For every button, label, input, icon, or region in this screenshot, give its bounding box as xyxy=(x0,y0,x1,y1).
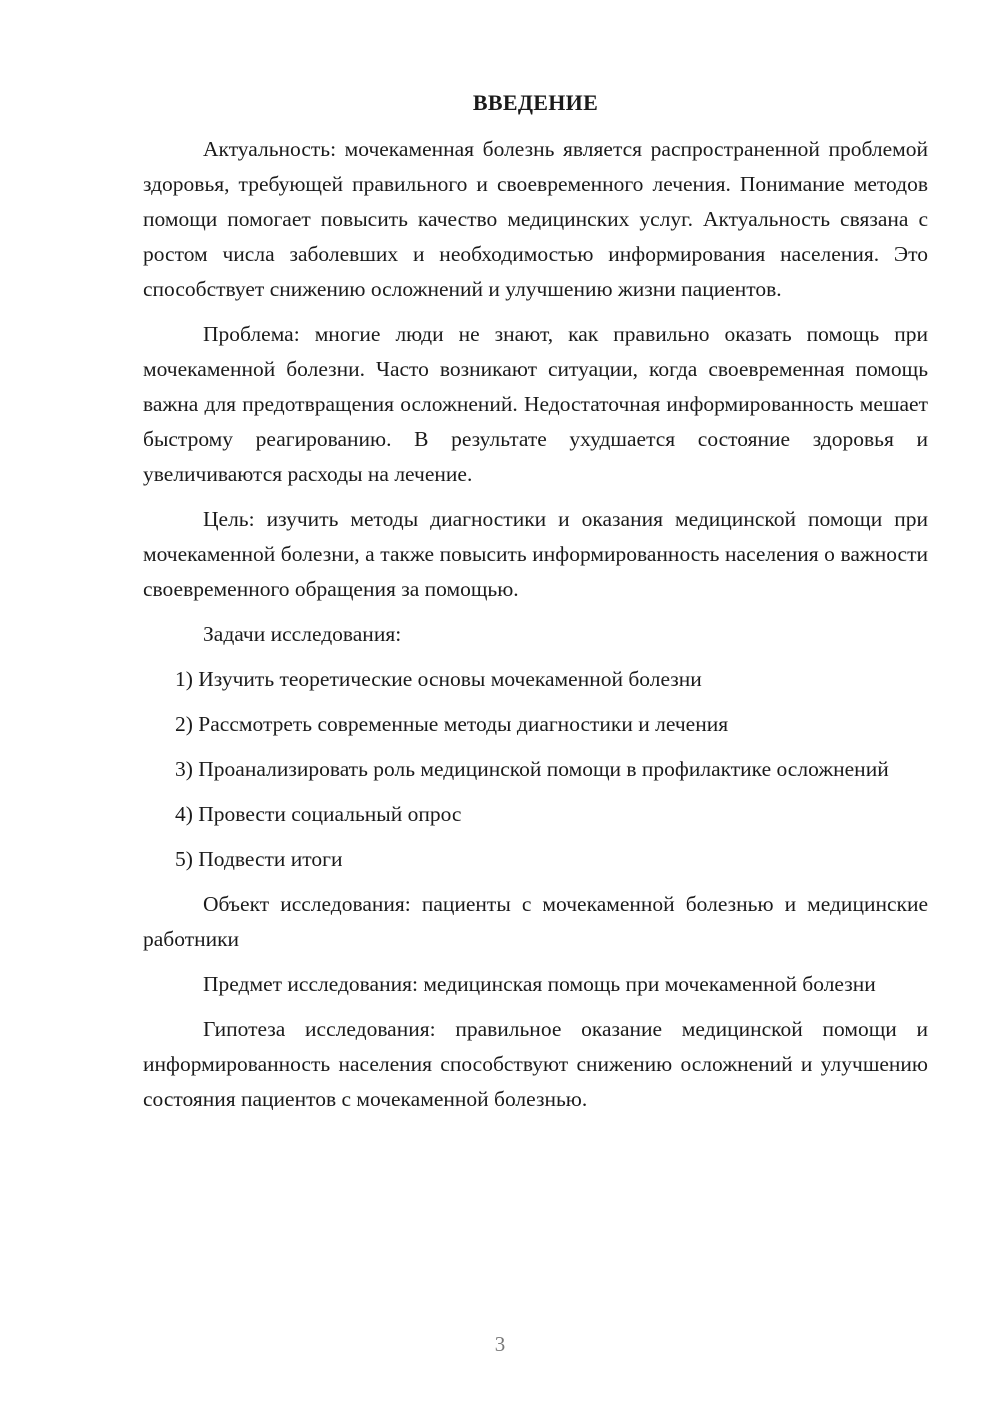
task-item-3: 3) Проанализировать роль медицинской помощи в профилактике осложнений xyxy=(175,757,889,781)
hypothesis-paragraph: Гипотеза исследования: правильное оказание медицинской помощи и информированность населения способствуют снижению осложнений и улучшению состояния пациентов с мочекаменной болезнью. xyxy=(143,1017,928,1111)
task-item-4: 4) Провести социальный опрос xyxy=(175,802,462,826)
tasks-list xyxy=(143,662,928,877)
task-item-1: 1) Изучить теоретические основы мочекаменной болезни xyxy=(175,667,702,691)
document-page xyxy=(143,88,928,1127)
page-title: ВВЕДЕНИЕ xyxy=(472,90,599,115)
tasks-title: Задачи исследования: xyxy=(203,622,402,646)
page-number: 3 xyxy=(494,1332,506,1356)
task-item-2: 2) Рассмотреть современные методы диагностики и лечения xyxy=(175,712,729,736)
task-item-5: 5) Подвести итоги xyxy=(175,847,343,871)
goal-paragraph: Цель: изучить методы диагностики и оказания медицинской помощи при мочекаменной болезни, а также повысить информированность населения о важности своевременного обращения за помощью. xyxy=(143,507,928,601)
relevance-paragraph: Актуальность: мочекаменная болезнь является распространенной проблемой здоровья, требующей правильного и своевременного лечения. Понимание методов помощи помогает повысить качество медицинских услуг. Актуальность связана с ростом числа заболевших и необходимостью информирования населения. Это способствует снижению осложнений и улучшению жизни пациентов. xyxy=(143,137,928,301)
subject-paragraph: Предмет исследования: медицинская помощь при мочекаменной болезни xyxy=(203,972,876,996)
object-paragraph: Объект исследования: пациенты с мочекаменной болезнью и медицинские работники xyxy=(143,892,928,951)
problem-paragraph: Проблема: многие люди не знают, как правильно оказать помощь при мочекаменной болезни. Часто возникают ситуации, когда своевременная помощь важна для предотвращения осложнений. Недостаточная информированность мешает быстрому реагированию. В результате ухудшается состояние здоровья и увеличиваются расходы на лечение. xyxy=(143,322,928,486)
